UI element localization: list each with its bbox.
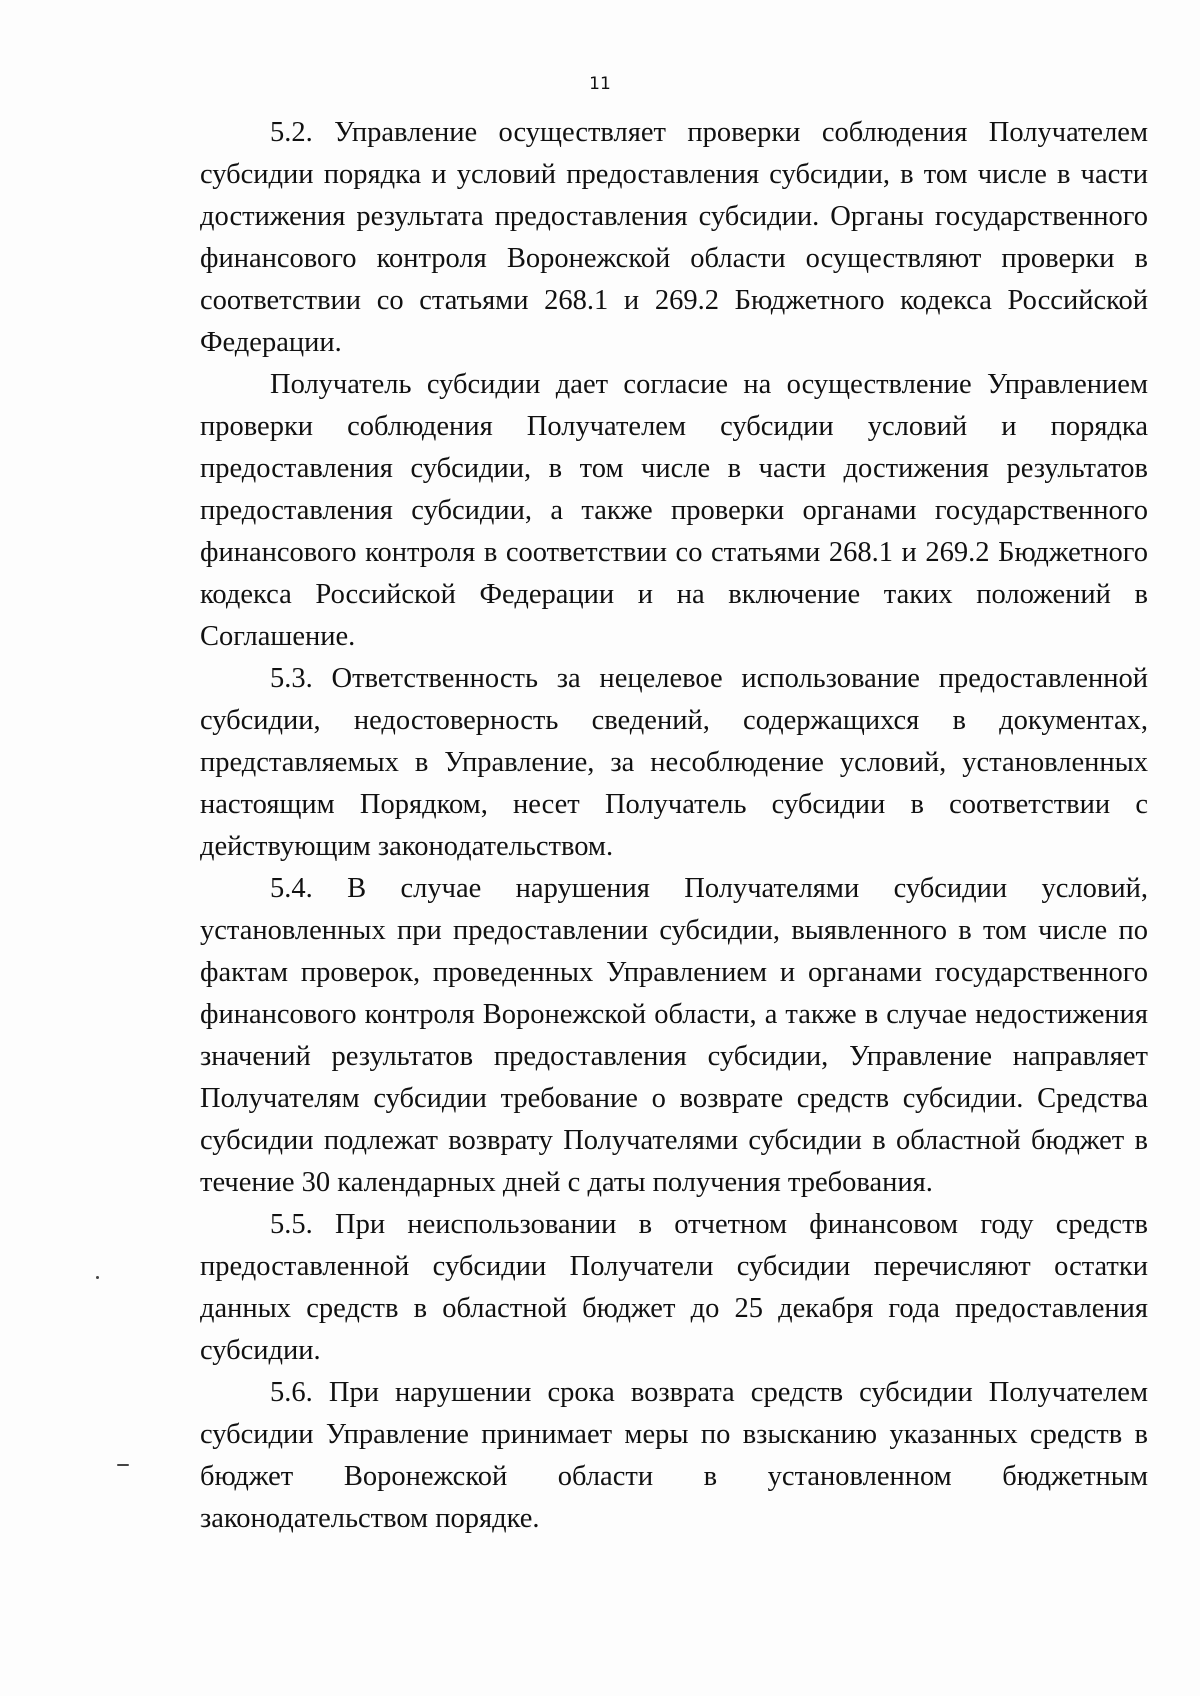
- paragraph-5-6: 5.6. При нарушении срока возврата средств субсидии Получателем субсидии Управление принимает меры по взысканию указанных средств в бюджет Воронежской области в установленном бюджетным законодательством порядке.: [200, 1377, 1148, 1534]
- paragraph-5-5: 5.5. При неиспользовании в отчетном финансовом году средств предоставленной субсидии Получатели субсидии перечисляют остатки данных средств в областной бюджет до 25 декабря года предоставления субсидии.: [200, 1209, 1148, 1366]
- document-body: [200, 112, 1148, 1540]
- scan-speck: [96, 1276, 99, 1279]
- scan-mark: [117, 1464, 129, 1466]
- paragraph-consent: Получатель субсидии дает согласие на осуществление Управлением проверки соблюдения Получателем субсидии условий и порядка предоставления субсидии, в том числе в части достижения результатов предоставления субсидии, а также проверки органами государственного финансового контроля в соответствии со статьями 268.1 и 269.2 Бюджетного кодекса Российской Федерации и на включение таких положений в Соглашение.: [200, 369, 1148, 652]
- paragraph-5-2: 5.2. Управление осуществляет проверки соблюдения Получателем субсидии порядка и условий предоставления субсидии, в том числе в части достижения результата предоставления субсидии. Органы государственного финансового контроля Воронежской области осуществляют проверки в соответствии со статьями 268.1 и 269.2 Бюджетного кодекса Российской Федерации.: [200, 117, 1148, 358]
- page-number: 11: [589, 74, 611, 94]
- paragraph-5-3: 5.3. Ответственность за нецелевое использование предоставленной субсидии, недостоверность сведений, содержащихся в документах, представляемых в Управление, за несоблюдение условий, установленных настоящим Порядком, несет Получатель субсидии в соответствии с действующим законодательством.: [200, 663, 1148, 862]
- paragraph-5-4: 5.4. В случае нарушения Получателями субсидии условий, установленных при предоставлении субсидии, выявленного в том числе по фактам проверок, проведенных Управлением и органами государственного финансового контроля Воронежской области, а также в случае недостижения значений результатов предоставления субсидии, Управление направляет Получателям субсидии требование о возврате средств субсидии. Средства субсидии подлежат возврату Получателями субсидии в областной бюджет в течение 30 календарных дней с даты получения требования.: [200, 873, 1148, 1198]
